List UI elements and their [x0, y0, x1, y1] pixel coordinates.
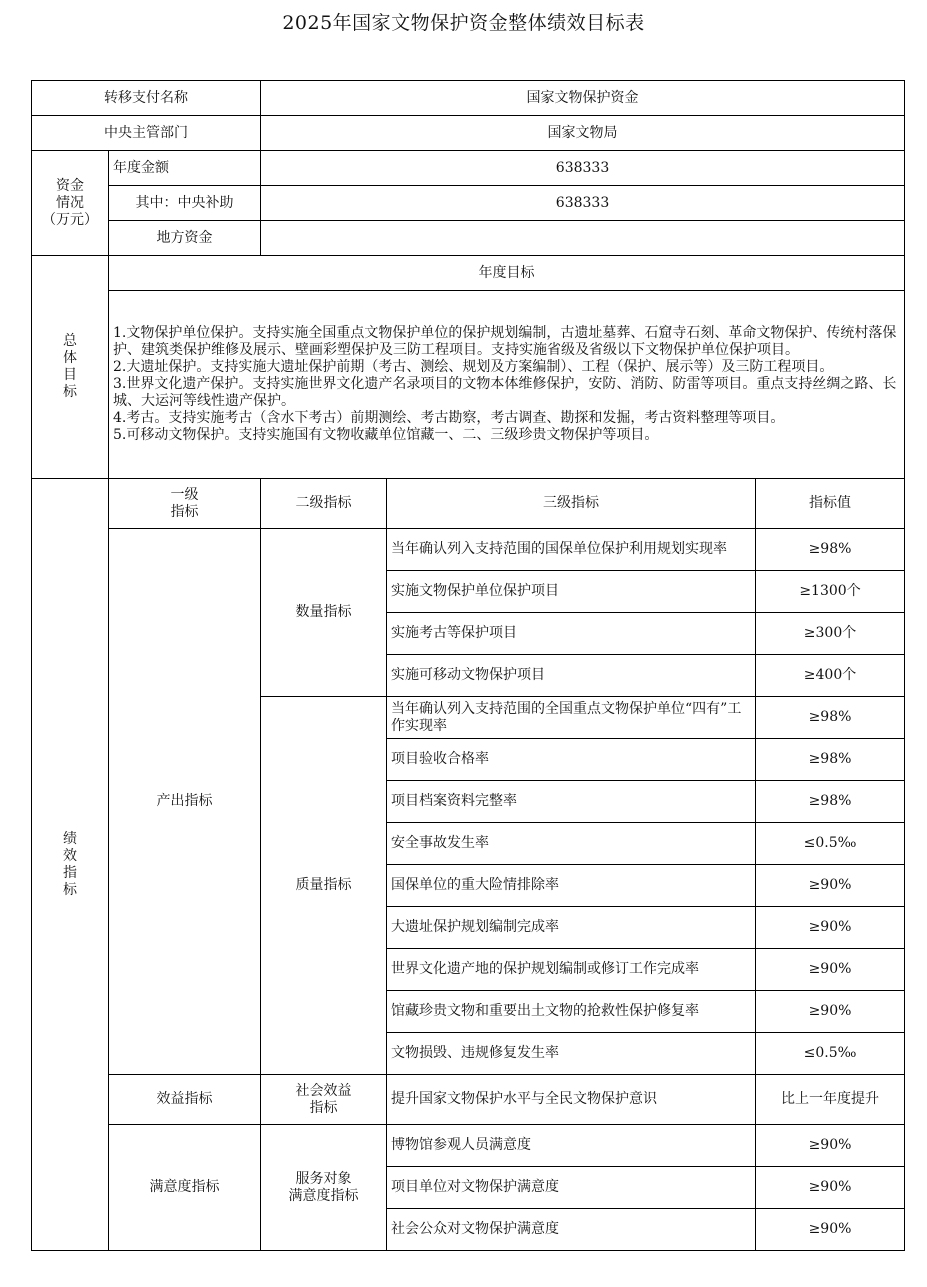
indicator-name: 国保单位的重大险情排除率 [387, 865, 756, 907]
goal-item: 1.文物保护单位保护。支持实施全国重点文物保护单位的保护规划编制，古遗址墓葬、石窟寺石刻、革命文物保护、传统村落保护、建筑类保护维修及展示、壁画彩塑保护及三防工程项目。支持实施省级及省级以下文物保护单位保护项目。 [113, 325, 897, 358]
indicator-name: 馆藏珍贵文物和重要出土文物的抢救性保护修复率 [387, 991, 756, 1033]
perf-header-row [32, 479, 905, 529]
indicator-value: ≥90% [756, 1209, 905, 1251]
central-value: 638333 [261, 186, 905, 221]
indicator-value: ≤0.5‰ [756, 823, 905, 865]
page-title: 2025年国家文物保护资金整体绩效目标表 [282, 12, 645, 34]
goals-side-char: 目 [63, 367, 77, 383]
indicator-name: 社会公众对文物保护满意度 [387, 1209, 756, 1251]
goal-item: 4.考古。支持实施考古（含水下考古）前期测绘、考古勘察，考古调查、勘探和发掘，考古资料整理等项目。 [113, 410, 785, 426]
goals-side-char: 总 [63, 333, 77, 349]
indicator-name: 博物馆参观人员满意度 [387, 1125, 756, 1167]
level1-header-line: 一级 [170, 486, 199, 503]
funds-label [32, 151, 109, 256]
goal-item: 5.可移动文物保护。支持实施国有文物收藏单位馆藏一、二、三级珍贵文物保护等项目。 [113, 427, 659, 443]
central-label: 其中：中央补助 [109, 186, 261, 221]
goals-header: 年度目标 [109, 256, 905, 291]
indicator-name: 当年确认列入支持范围的全国重点文物保护单位“四有”工作实现率 [387, 697, 756, 739]
goals-side-char: 体 [63, 350, 77, 366]
social-label-line: 指标 [309, 1099, 338, 1116]
table-row [32, 529, 905, 571]
indicator-name: 实施文物保护单位保护项目 [387, 571, 756, 613]
level2-header: 二级指标 [261, 479, 387, 529]
central-row [32, 186, 905, 221]
annual-value: 638333 [261, 151, 905, 186]
level3-header: 三级指标 [387, 479, 756, 529]
perf-side-label [32, 479, 109, 1251]
indicator-name: 世界文化遗产地的保护规划编制或修订工作完成率 [387, 949, 756, 991]
indicator-value: 比上一年度提升 [756, 1075, 905, 1125]
indicator-value: ≥98% [756, 739, 905, 781]
indicator-value: ≥98% [756, 529, 905, 571]
indicator-value: ≥90% [756, 991, 905, 1033]
indicator-value: ≤0.5‰ [756, 1033, 905, 1075]
goal-item: 3.世界文化遗产保护。支持实施世界文化遗产名录项目的文物本体维修保护，安防、消防、防雷等项目。重点支持丝绸之路、长城、大运河等线性遗产保护。 [113, 376, 897, 409]
benefit-label: 效益指标 [109, 1075, 261, 1125]
indicator-value: ≥90% [756, 949, 905, 991]
local-value [261, 221, 905, 256]
social-label [261, 1075, 387, 1125]
indicator-name: 文物损毁、违规修复发生率 [387, 1033, 756, 1075]
output-label: 产出指标 [109, 529, 261, 1075]
service-label [261, 1125, 387, 1251]
performance-target-table [31, 80, 905, 1251]
social-label-line: 社会效益 [295, 1082, 352, 1099]
indicator-value: ≥300个 [756, 613, 905, 655]
level1-header-line: 指标 [170, 503, 199, 520]
quantity-label: 数量指标 [261, 529, 387, 697]
annual-label: 年度金额 [109, 151, 261, 186]
indicator-value: ≥1300个 [756, 571, 905, 613]
table-row [32, 1125, 905, 1167]
quality-label: 质量指标 [261, 697, 387, 1075]
indicator-value: ≥90% [756, 1167, 905, 1209]
indicator-name: 实施可移动文物保护项目 [387, 655, 756, 697]
indicator-value: ≥98% [756, 781, 905, 823]
local-row [32, 221, 905, 256]
indicator-name: 提升国家文物保护水平与全民文物保护意识 [387, 1075, 756, 1125]
satisfaction-label: 满意度指标 [109, 1125, 261, 1251]
indicator-name: 项目单位对文物保护满意度 [387, 1167, 756, 1209]
goals-header-row [32, 256, 905, 291]
dept-row [32, 116, 905, 151]
value-header: 指标值 [756, 479, 905, 529]
service-label-line: 满意度指标 [288, 1187, 359, 1204]
annual-row [32, 151, 905, 186]
transfer-row [32, 81, 905, 116]
level1-header [109, 479, 261, 529]
perf-side-char: 标 [63, 881, 77, 898]
indicator-name: 项目验收合格率 [387, 739, 756, 781]
indicator-value: ≥90% [756, 1125, 905, 1167]
funds-label-line: （万元） [42, 211, 98, 228]
funds-label-line: 资金 [56, 177, 84, 194]
indicator-name: 项目档案资料完整率 [387, 781, 756, 823]
transfer-value: 国家文物保护资金 [261, 81, 905, 116]
perf-side-char: 指 [63, 864, 77, 881]
service-label-line: 服务对象 [295, 1170, 352, 1187]
indicator-value: ≥90% [756, 865, 905, 907]
indicator-name: 大遗址保护规划编制完成率 [387, 907, 756, 949]
goal-item: 2.大遗址保护。支持实施大遗址保护前期（考古、测绘、规划及方案编制）、工程（保护、展示等）及三防工程项目。 [113, 359, 834, 375]
dept-value: 国家文物局 [261, 116, 905, 151]
dept-label: 中央主管部门 [32, 116, 261, 151]
perf-side-char: 效 [63, 847, 77, 864]
goals-body-row [32, 291, 905, 479]
indicator-value: ≥98% [756, 697, 905, 739]
local-label: 地方资金 [109, 221, 261, 256]
indicator-value: ≥90% [756, 907, 905, 949]
indicator-name: 安全事故发生率 [387, 823, 756, 865]
indicator-value: ≥400个 [756, 655, 905, 697]
indicator-name: 当年确认列入支持范围的国保单位保护利用规划实现率 [387, 529, 756, 571]
goals-text [109, 291, 905, 479]
perf-side-char: 绩 [63, 830, 77, 847]
goals-side-label [32, 256, 109, 479]
indicator-name: 实施考古等保护项目 [387, 613, 756, 655]
funds-label-line: 情况 [56, 194, 84, 211]
transfer-label: 转移支付名称 [32, 81, 261, 116]
table-row [32, 1075, 905, 1125]
goals-side-char: 标 [63, 384, 77, 400]
